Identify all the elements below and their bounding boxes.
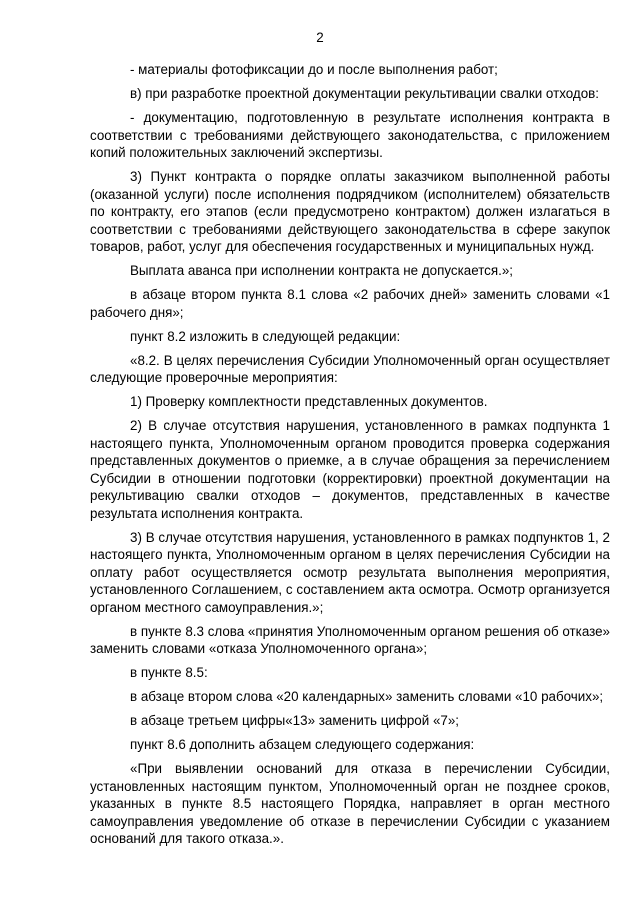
page-number: 2 [316, 30, 324, 45]
paragraph: пункт 8.2 изложить в следующей редакции: [130, 328, 401, 344]
document-body [90, 61, 610, 854]
paragraph: пункт 8.6 дополнить абзацем следующего содержания: [130, 737, 475, 752]
paragraph: в пункте 8.5: [130, 665, 208, 680]
paragraph: 2) В случае отсутствия нарушения, установленного в рамках подпункта 1 настоящего пункта, Уполномоченным органом проводится проверка содержания представленных документов о приемке, а в случае обращения за перечислением Субсидии в отношении подготовки (корректировки) проектной документации на рекультивацию свалки отходов – документов, представленных в качестве результата исполнения контракта. [90, 418, 610, 521]
paragraph: 3) Пункт контракта о порядке оплаты заказчиком выполненной работы (оказанной услуги) после исполнения подрядчиком (исполнителем) обязательств по контракту, его этапов (если предусмотрено контрактом) должен излагаться в соответствии с требованиями действующего законодательства в сфере закупок товаров, работ, услуг для обеспечения государственных и муниципальных нужд. [90, 169, 610, 254]
paragraph: «8.2. В целях перечисления Субсидии Уполномоченный орган осуществляет следующие проверочные мероприятия: [90, 352, 610, 385]
paragraph: 1) Проверку комплектности представленных документов. [130, 394, 488, 409]
paragraph: - документацию, подготовленную в результате исполнения контракта в соответствии с требованиями действующего законодательства, с приложением копий положительных заключений экспертизы. [90, 110, 610, 160]
paragraph: «При выявлении оснований для отказа в перечислении Субсидии, установленных настоящим пунктом, Уполномоченный орган не позднее сроков, указанных в пункте 8.5 настоящего Порядка, направляет в орган местного самоуправления уведомление об отказе в перечислении Субсидии с указанием оснований для такого отказа.». [90, 761, 610, 846]
paragraph: Выплата аванса при исполнении контракта не допускается.»; [130, 263, 514, 278]
paragraph: в) при разработке проектной документации рекультивации свалки отходов: [130, 86, 599, 101]
paragraph: - материалы фотофиксации до и после выполнения работ; [130, 62, 498, 77]
paragraph: в пункте 8.3 слова «принятия Уполномоченным органом решения об отказе» заменить словами «отказа Уполномоченного органа»; [90, 623, 610, 656]
paragraph: в абзаце третьем цифры«13» заменить цифрой «7»; [130, 713, 460, 728]
paragraph: в абзаце втором слова «20 календарных» заменить словами «10 рабочих»; [130, 689, 604, 704]
paragraph: в абзаце втором пункта 8.1 слова «2 рабочих дней» заменить словами «1 рабочего дня»; [90, 287, 610, 320]
paragraph: 3) В случае отсутствия нарушения, установленного в рамках подпунктов 1, 2 настоящего пункта, Уполномоченным органом в целях перечисления Субсидии на оплату работ осуществляется осмотр результата выполнения мероприятия, установленного Соглашением, с составлением акта осмотра. Осмотр организуется органом местного самоуправления.»; [90, 529, 610, 615]
